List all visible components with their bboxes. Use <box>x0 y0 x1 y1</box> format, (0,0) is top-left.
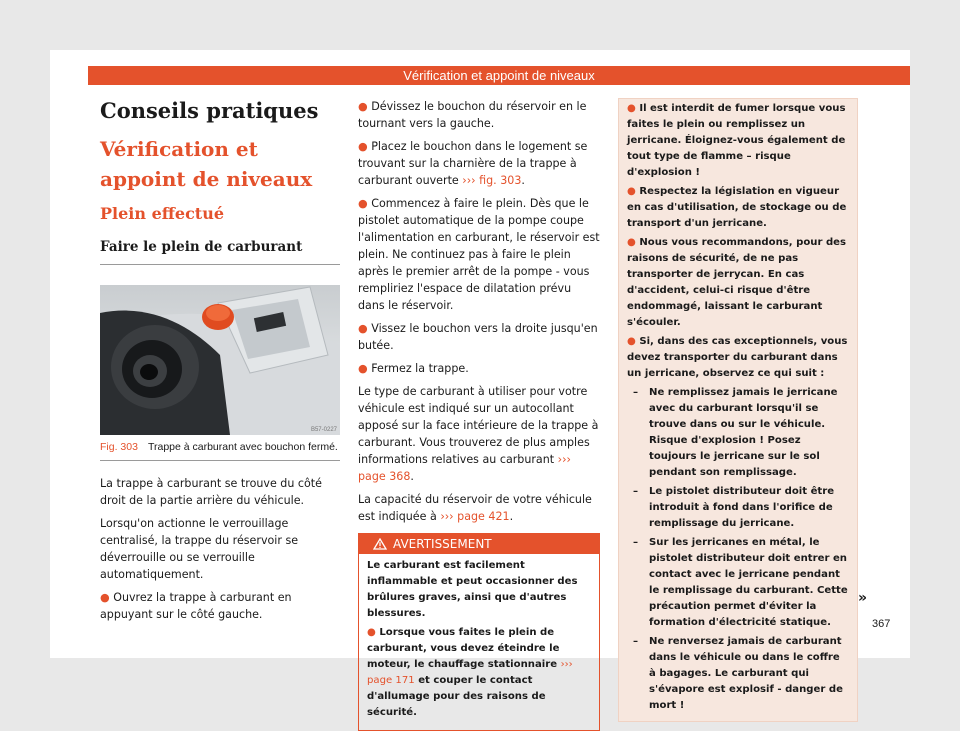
warning-bullet <box>627 101 849 181</box>
warning-continuation-box <box>618 98 858 722</box>
bullet-item <box>358 195 600 314</box>
page-link[interactable]: ››› page 421 <box>440 510 510 523</box>
dash-icon: – <box>633 537 639 548</box>
column-right <box>618 98 858 722</box>
figure-code: B57-0227 <box>310 427 337 433</box>
dash-icon: – <box>633 486 639 497</box>
bullet-text: Fermez la trappe. <box>371 362 469 375</box>
dash-item <box>633 385 849 481</box>
dash-text: Sur les jerricanes en métal, le pistolet distributeur doit entrer en contact avec le jerricane pendant le remplissage du carburant. Cette précaution permet d'éviter la formation d'électricité statique. <box>649 537 848 628</box>
bullet-item <box>100 589 340 623</box>
topic-title: Faire le plein de carburant <box>100 238 340 265</box>
bullet-text: Si, dans des cas exceptionnels, vous devez transporter du carburant dans un jerricane, observez ce qui suit : <box>627 336 848 379</box>
warning-title: AVERTISSEMENT <box>393 537 492 551</box>
paragraph-text: La capacité du réservoir de votre véhicule est indiquée à <box>358 493 592 523</box>
warning-intro: Le carburant est facilement inflammable et peut occasionner des brûlures graves, ainsi que d'autres blessures. <box>367 560 578 619</box>
bullet-text: et couper le contact d'allumage pour des raisons de sécurité. <box>367 675 546 718</box>
bullet-icon: ● <box>627 336 640 347</box>
fuel-door-illustration <box>100 285 340 435</box>
warning-box <box>358 533 600 731</box>
dash-text: Le pistolet distributeur doit être introduit à fond dans l'orifice de remplissage du jerricane. <box>649 486 835 529</box>
bullet-icon: ● <box>627 237 640 248</box>
dash-icon: – <box>633 387 639 398</box>
paragraph: Le type de carburant à utiliser pour votre véhicule est indiqué sur un autocollant apposé sur la face intérieure de la trappe à carburant. Vous trouverez de plus amples informations relatives au carburant ››› page 368. <box>358 385 599 483</box>
bullet-text: Lorsque vous faites le plein de carburant, vous devez éteindre le moteur, le chauffage stationnaire <box>367 627 560 670</box>
bullet-icon: ● <box>358 197 372 210</box>
page-link[interactable]: ››› page 368 <box>358 453 571 483</box>
bullet-icon: ● <box>627 186 640 197</box>
bullet-text: Respectez la législation en vigueur en cas d'utilisation, de stockage ou de transport d'un jerricane. <box>627 186 847 229</box>
bullet-text: Ouvrez la trappe à carburant en appuyant sur le côté gauche. <box>100 591 292 621</box>
page-link[interactable]: ››› page 171 <box>367 659 573 686</box>
bullet-icon: ● <box>627 103 640 114</box>
fuel-door-photo <box>100 285 340 435</box>
warning-triangle-icon <box>373 538 387 550</box>
warning-body <box>619 99 857 721</box>
paragraph-text: Le type de carburant à utiliser pour votre véhicule est indiqué sur un autocollant apposé sur la face intérieure de la trappe à carburant. Vous trouverez de plus amples informations relatives au carburant <box>358 385 599 466</box>
bullet-icon: ● <box>358 100 372 113</box>
bullet-item: ● Placez le bouchon dans le logement se trouvant sur la charnière de la trappe à carburant ouverte ››› fig. 303. <box>358 140 588 187</box>
column-left <box>100 98 340 623</box>
warning-bullet <box>627 334 849 382</box>
bullet-item <box>358 360 600 377</box>
bullet-item <box>358 320 600 354</box>
subsection-title: Plein effectué <box>100 204 225 223</box>
bullet-icon: ● <box>367 627 380 638</box>
bullet-item <box>358 98 600 132</box>
figure-caption-text: Trappe à carburant avec bouchon fermé. <box>147 441 338 453</box>
bullet-text: Vissez le bouchon vers la droite jusqu'en butée. <box>358 322 598 352</box>
column-middle <box>358 98 600 731</box>
dash-item <box>633 484 849 532</box>
bullet-text: Commencez à faire le plein. Dès que le pistolet automatique de la pompe coupe l'alimentation en carburant, le réservoir est plein. Ne continuez pas à faire le plein après le premier arrêt de la pompe - vous rempliriez l'espace de dilatation prévu dans le réservoir. <box>358 197 600 312</box>
dash-text: Ne renversez jamais de carburant dans le véhicule ou dans le coffre à bagages. Le carburant qui s'évapore est explosif - danger de mort ! <box>649 636 843 711</box>
dash-text: Ne remplissez jamais le jerricane avec du carburant lorsqu'il se trouve dans ou sur le véhicule. Risque d'explosion ! Posez toujours le jerricane sur le sol pendant son remplissage. <box>649 387 838 478</box>
figure-label: Fig. 303 <box>100 441 138 453</box>
warning-bullet <box>367 625 591 721</box>
header-bar: Vérification et appoint de niveaux <box>88 66 910 85</box>
manual-page <box>50 50 910 718</box>
bullet-icon: ● <box>358 362 372 375</box>
bullet-text: Nous vous recommandons, pour des raisons de sécurité, de ne pas transporter de jerrycan. En cas d'accident, celui-ci risque d'être endommagé, laissant le carburant s'écouler. <box>627 237 847 328</box>
warning-header <box>359 534 599 554</box>
figure-caption <box>100 441 340 461</box>
bullet-icon: ● <box>358 140 372 153</box>
continue-arrow-icon: » <box>858 590 868 606</box>
bullet-icon: ● <box>358 322 372 335</box>
warning-bullet <box>627 184 849 232</box>
dash-item <box>633 535 849 631</box>
page-number: 367 <box>872 618 891 630</box>
paragraph: La capacité du réservoir de votre véhicule est indiquée à ››› page 421. <box>358 493 592 523</box>
bullet-text: Dévissez le bouchon du réservoir en le tournant vers la gauche. <box>358 100 587 130</box>
chapter-title: Vérification et appoint de niveaux <box>100 137 313 191</box>
figure-link[interactable]: ››› fig. 303 <box>462 174 522 187</box>
bullet-text: Placez le bouchon dans le logement se trouvant sur la charnière de la trappe à carburant ouverte <box>358 140 588 187</box>
section-title: Conseils pratiques <box>100 98 319 123</box>
bullet-icon: ● <box>100 591 114 604</box>
warning-bullet <box>627 235 849 331</box>
warning-body <box>359 554 599 730</box>
dash-item <box>633 634 849 714</box>
bullet-text: Il est interdit de fumer lorsque vous faites le plein ou remplissez un jerricane. Éloignez-vous également de tout type de flamme – risque d'explosion ! <box>627 103 846 178</box>
paragraph: Lorsqu'on actionne le verrouillage centralisé, la trappe du réservoir se déverrouille ou se verrouille automatiquement. <box>100 517 299 581</box>
dash-icon: – <box>633 636 639 647</box>
paragraph: La trappe à carburant se trouve du côté droit de la partie arrière du véhicule. <box>100 477 322 507</box>
